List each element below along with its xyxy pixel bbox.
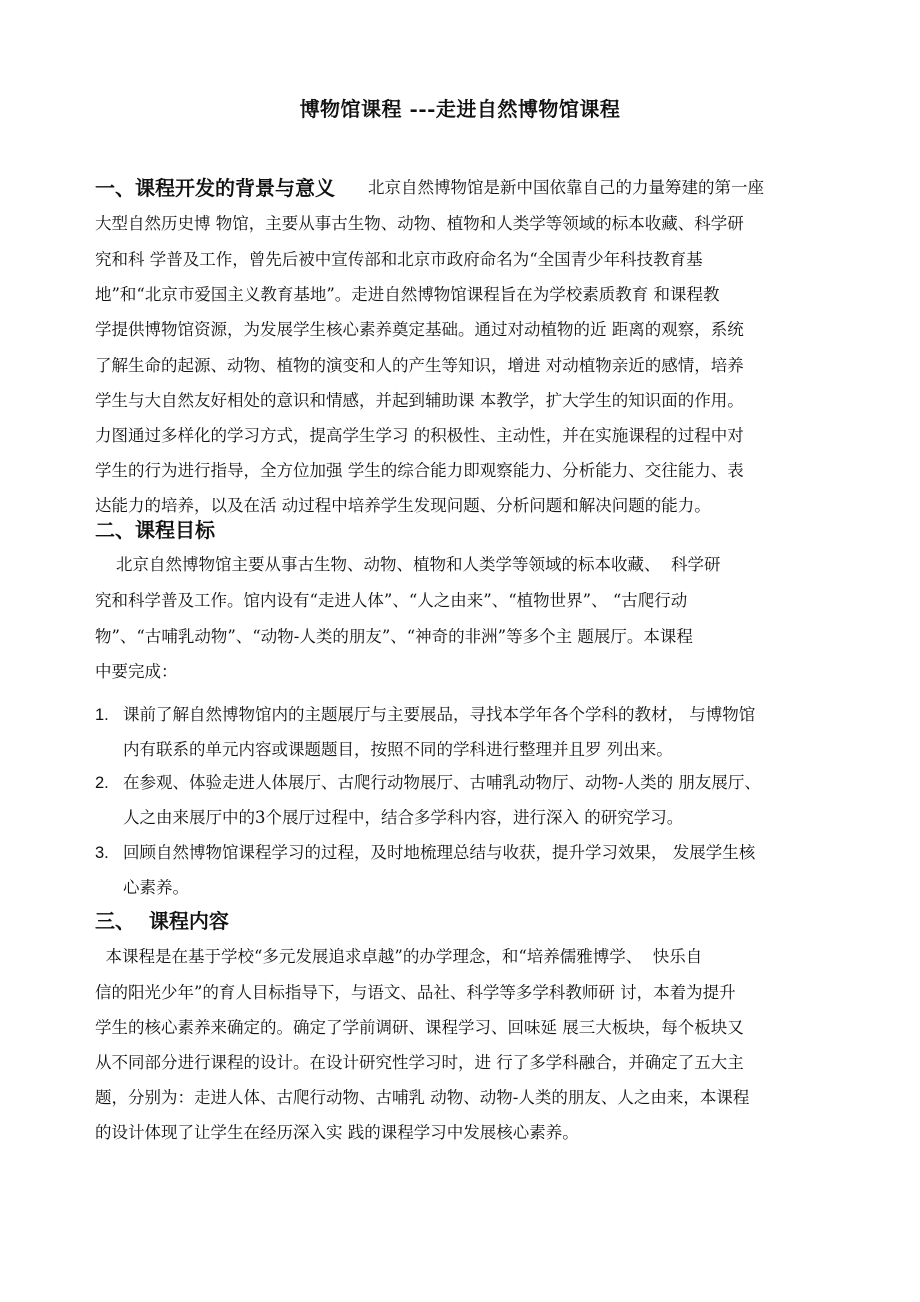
section1-line-4: 学提供博物馆资源，为发展学生核心素养奠定基础。通过对动植物的近 距离的观察，系统 (95, 320, 744, 339)
item-2-number: 2. (95, 774, 109, 792)
section2-heading: 二、课程目标 (95, 518, 215, 542)
item-1-line-1: 内有联系的单元内容或课题题目，按照不同的学科进行整理并且罗 列出来。 (123, 740, 673, 759)
section2-line-1: 究和科学普及工作。馆内设有“走进人体”、“人之由来”、“植物世界”、 “古爬行动 (95, 591, 688, 610)
section3-line-2: 学生的核心素养来确定的。确定了学前调研、课程学习、回味延 展三大板块，每个板块又 (95, 1018, 744, 1037)
item-3-line-0: 回顾自然博物馆课程学习的过程，及时地梳理总结与收获，提升学习效果， 发展学生核 (123, 843, 756, 862)
section2-line-2: 物”、“古哺乳动物”、“动物-人类的朋友”、“神奇的非洲”等多个主 题展厅。本课程 (95, 627, 693, 646)
item-1-line-0: 课前了解自然博物馆内的主题展厅与主要展品，寻找本学年各个学科的教材， 与博物馆 (123, 705, 756, 724)
section1-heading: 一、课程开发的背景与意义 (95, 176, 335, 200)
section1-line-8: 学生的行为进行指导，全方位加强 学生的综合能力即观察能力、分析能力、交往能力、表 (95, 461, 744, 480)
section3-line-5: 的设计体现了让学生在经历深入实 践的课程学习中发展核心素养。 (95, 1123, 579, 1142)
section3-line-4: 题，分别为：走进人体、古爬行动物、古哺乳 动物、动物-人类的朋友、人之由来，本课程 (95, 1088, 750, 1107)
section1-line-6: 学生与大自然友好相处的意识和情感，并起到辅助课 本教学，扩大学生的知识面的作用。 (95, 391, 744, 410)
section1-line-5: 了解生命的起源、动物、植物的演变和人的产生等知识，增进 对动植物亲近的感情，培养 (95, 356, 744, 375)
section3-line-1: 信的阳光少年”的育人目标指导下，与语文、品社、科学等多学科教师研 讨，本着为提升 (95, 983, 736, 1002)
section1-line-7: 力图通过多样化的学习方式，提高学生学习 的积极性、主动性，并在实施课程的过程中对 (95, 426, 744, 445)
item-3-line-1: 心素养。 (123, 878, 189, 897)
item-2-line-0: 在参观、体验走进人体展厅、古爬行动物展厅、古哺乳动物厅、动物-人类的 朋友展厅、 (123, 773, 761, 792)
section3-line-0: 本课程是在基于学校“多元发展追求卓越”的办学理念，和“培养儒雅博学、 快乐自 (95, 947, 703, 966)
section1-line-0: 北京自然博物馆是新中国依靠自己的力量筹建的第一座 (368, 178, 764, 197)
section1-line-9: 达能力的培养，以及在活 动过程中培养学生发现问题、分析问题和解决问题的能力。 (95, 496, 711, 515)
section2-line-3: 中要完成： (95, 662, 178, 681)
section1-line-1: 大型自然历史博 物馆，主要从事古生物、动物、植物和人类学等领域的标本收藏、科学研 (95, 214, 744, 233)
section3-line-3: 从不同部分进行课程的设计。在设计研究性学习时，进 行了多学科融合，并确定了五大主 (95, 1053, 744, 1072)
section3-heading: 三、 课程内容 (95, 909, 229, 933)
section1-line-3: 地”和“北京市爱国主义教育基地”。走进自然博物馆课程旨在为学校素质教育 和课程教 (95, 285, 720, 304)
item-1-number: 1. (95, 706, 109, 724)
section2-line-0: 北京自然博物馆主要从事古生物、动物、植物和人类学等领域的标本收藏、 科学研 (95, 555, 721, 574)
item-2-line-1: 人之由来展厅中的3个展厅过程中，结合多学科内容，进行深入 的研究学习。 (123, 808, 684, 827)
document-title: 博物馆课程 ---走进自然博物馆课程 (299, 97, 621, 121)
item-3-number: 3. (95, 844, 109, 862)
section1-line-2: 究和科 学普及工作，曾先后被中宣传部和北京市政府命名为“全国青少年科技教育基 (95, 250, 703, 269)
